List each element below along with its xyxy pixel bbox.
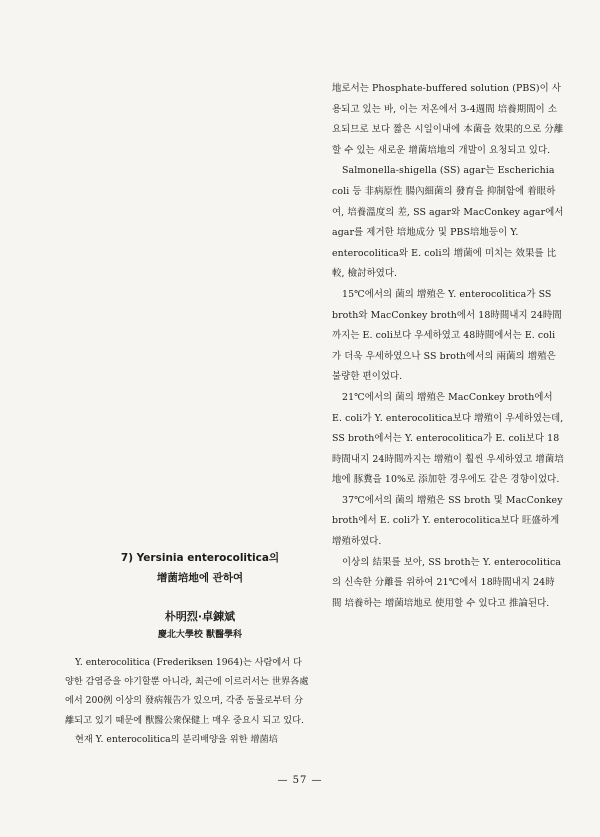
left-paragraph-2: 현재 Y. enterocolitica의 분리배양을 위한 增菌培 (75, 733, 278, 745)
right-column (332, 79, 564, 614)
right-paragraph-5: 37℃에서의 菌의 增殖은 SS broth 및 MacConkey broth에서 E. coli가 Y. enterocolitica보다 旺盛하게 增殖하였다. (332, 494, 563, 548)
author-block (100, 607, 300, 645)
left-column (65, 653, 309, 749)
right-paragraph-4: 21℃에서의 菌의 增殖은 MacConkey broth에서 E. coli가 Y. enterocolitica보다 增殖이 우세하였는데, SS broth에서는 Y. enterocolitica가 E. coli보다 18時間내지 24時間까지는 增殖이 훨씬 우세하였고 增菌培地에 豚糞을 10%로 添加한 경우에도 같은 경향이었다. (332, 391, 564, 486)
article-title-line-1: 7) Yersinia enterocolitica의 (120, 552, 280, 564)
article-heading (100, 548, 300, 588)
right-paragraph-6: 이상의 結果를 보아, SS broth는 Y. enterocolitica의 신속한 分離를 위하여 21℃에서 18時間내지 24時間 培養하는 增菌培地로 使用할 수 있다고 推論된다. (332, 556, 561, 609)
right-paragraph-3: 15℃에서의 菌의 增殖은 Y. enterocolitica가 SS broth와 MacConkey broth에서 18時間내지 24時間까지는 E. coli보다 우세하였고 48時間에서는 E. coli가 더욱 우세하였으나 SS broth에서의 兩菌의 增殖은 불량한 편이었다. (332, 288, 562, 383)
right-paragraph-1: 地로서는 Phosphate-buffered solution (PBS)이 사용되고 있는 바, 이는 저온에서 3-4週間 培養期間이 소요되므로 보다 짧은 시일이내에 本菌을 效果的으로 分離할 수 있는 새로운 增菌培地의 개발이 요청되고 있다. (332, 83, 564, 156)
left-paragraph-1: Y. enterocolitica (Frederiksen 1964)는 사람에서 다양한 감염증을 야기할뿐 아니라, 최근에 이르러서는 世界各處에서 200例 이상의 發病報告가 있으며, 각종 동물로부터 分離되고 있기 때문에 獸醫公衆保健上 매우 중요시 되고 있다. (65, 657, 309, 726)
author-names: 朴明烈·卓錬斌 (164, 610, 236, 623)
author-affiliation: 慶北大學校 獸醫學科 (157, 630, 243, 640)
right-paragraph-2: Salmonella-shigella (SS) agar는 Escherichia coli 등 非病原性 腸內細菌의 發育을 抑制함에 着眼하여, 培養溫度의 差, SS agar와 MacConkey agar에서 agar를 제거한 培地成分 및 PBS培地등이 Y. enterocolitica와 E. coli의 增菌에 미치는 效果를 比較, 檢討하였다. (332, 165, 564, 280)
article-title-line-2: 增菌培地에 관하여 (156, 572, 244, 584)
page-number: — 57 — (277, 775, 323, 786)
